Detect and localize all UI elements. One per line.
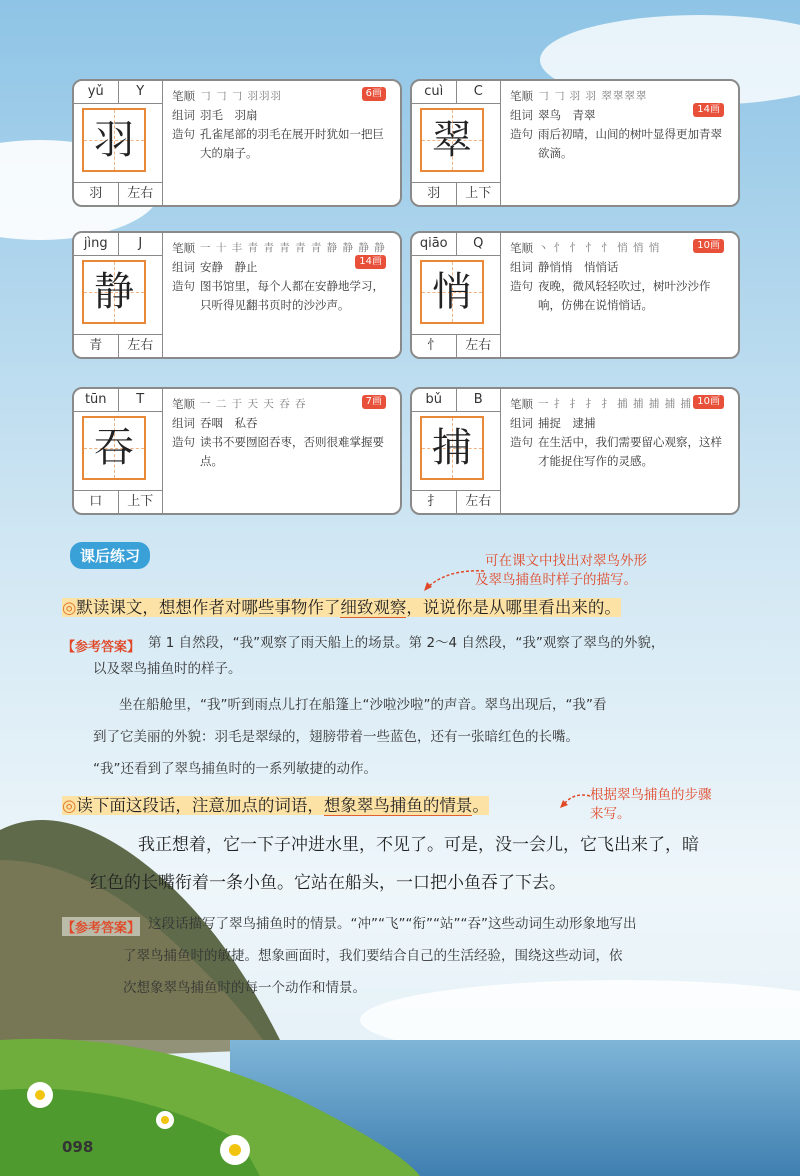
character-grid: 羽 [82,108,146,172]
stroke-order: 一 十 丰 青 青 青 青 青 静 静 静 静 [200,242,386,254]
radical-structure: 青 左右 [74,334,162,357]
radical-structure: 忄 左右 [412,334,500,357]
arrow-icon [418,565,488,595]
page-number: 098 [62,1138,94,1156]
radical-structure: 口 上下 [74,490,162,513]
answer-label: 【参考答案】 [62,917,140,936]
stroke-order: 𠃌 𠃌 𠃌 羽羽羽 [200,90,283,102]
char-card-yu [72,79,402,207]
char-card-cui [410,79,740,207]
answer-2: 这段话描写了翠鸟捕鱼时的情景。“冲”“飞”“衔”“站”“吞”这些动词生动形象地写出 [148,916,637,932]
stroke-count-badge: 14画 [693,103,724,117]
character-grid: 吞 [82,416,146,480]
pinyin-box: jìng J [74,233,163,256]
annotation-note-2: 根据翠鸟捕鱼的步骤 来写。 [590,787,712,822]
stroke-count-badge: 7画 [362,395,386,409]
character-grid: 静 [82,260,146,324]
radical-structure: 羽 上下 [412,182,500,205]
section-title: 课后练习 [70,542,150,569]
reading-passage: 我正想着，它一下子冲进水里，不见了。可是，没一会儿，它飞出来了，暗 红色的长嘴衔着一条小鱼。它站在船头，一口把小鱼吞了下去。 [90,835,699,893]
character-grid: 悄 [420,260,484,324]
character-grid: 翠 [420,108,484,172]
stroke-order: 一 扌 扌 扌 扌 捕 捕 捕 捕 捕 [538,398,693,410]
char-info: 笔顺 一 扌 扌 扌 扌 捕 捕 捕 捕 捕 10画 组词 捕捉 逮捕 造句 在生活中，我们需要留心观察，这样才能捉住写作的灵感。 [510,396,722,468]
char-info: 笔顺 丶 忄 忄 忄 忄 悄 悄 悄 10画 组词 静悄悄 悄悄话 造句 夜晚，微风轻轻吹过，树叶沙沙作响，仿佛在说悄悄话。 [510,239,730,315]
annotation-note-1: 可在课文中找出对翠鸟外形 及翠鸟捕鱼时样子的描写。 [475,553,647,588]
stroke-count-badge: 10画 [693,395,724,409]
stroke-order: 𠃌 𠃌 羽 羽 翠翠翠翠 [538,90,648,102]
stroke-order: 丶 忄 忄 忄 忄 悄 悄 悄 [538,242,661,254]
stroke-count-badge: 6画 [362,87,386,101]
question-1: ◎默读课文，想想作者对哪些事物作了细致观察，说说你是从哪里看出来的。 [62,598,621,617]
radical-structure: 扌 左右 [412,490,500,513]
char-info: 笔顺 𠃌 𠃌 羽 羽 翠翠翠翠 14画 组词 翠鸟 青翠 造句 雨后初晴，山间的树叶显得更加青翠欲滴。 [510,89,722,160]
char-info: 笔顺 一 十 丰 青 青 青 青 青 静 静 静 静 14画 组词 安静 静止 造句 图书馆里，每个人都在安静地学习，只听得见翻书页时的沙沙声。 [172,239,392,315]
pinyin-box: qiāo Q [412,233,501,256]
stroke-count-badge: 10画 [693,239,724,253]
answer-1: 第 1 自然段，“我”观察了雨天船上的场景。第 2～4 自然段，“我”观察了翠鸟的外貌， [148,635,665,651]
char-info: 笔顺 一 二 于 天 天 吞 吞 7画 组词 吞咽 私吞 造句 读书不要囫囵吞枣，否则很难掌握要点。 [172,396,384,468]
char-card-qiao [410,231,740,359]
pinyin-box: cuì C [412,81,501,104]
question-2: ◎读下面这段话，注意加点的词语，想象翠鸟捕鱼的情景。 [62,796,489,815]
char-card-bu [410,387,740,515]
arrow-icon [556,790,592,812]
char-card-jing [72,231,402,359]
stroke-order: 一 二 于 天 天 吞 吞 [200,398,307,410]
character-grid: 捕 [420,416,484,480]
char-card-tun [72,387,402,515]
char-info: 笔顺 𠃌 𠃌 𠃌 羽羽羽 6画 组词 羽毛 羽扇 造句 孔雀尾部的羽毛在展开时犹如一把巨大的扇子。 [172,88,384,160]
radical-structure: 羽 左右 [74,182,162,205]
pinyin-box: yǔ Y [74,81,163,104]
stroke-count-badge: 14画 [355,255,386,269]
answer-label: 【参考答案】 [62,640,141,655]
answer-2-continued: 了翠鸟捕鱼时的敏捷。想象画面时，我们要结合自己的生活经验，围绕这些动词，依 次想象翠鸟捕鱼时的每一个动作和情景。 [123,948,623,996]
answer-1-continued: 以及翠鸟捕鱼时的样子。 坐在船舱里，“我”听到雨点儿打在船篷上“沙啦沙啦”的声音。翠鸟出现后，“我”看 到了它美丽的外貌：羽毛是翠绿的，翅膀带着一些蓝色，还有一张暗红色的长嘴。 “我”还看到了翠鸟捕鱼时的一系列敏捷的动作。 [93,661,607,777]
pinyin-box: bǔ B [412,389,501,412]
pinyin-box: tūn T [74,389,163,412]
